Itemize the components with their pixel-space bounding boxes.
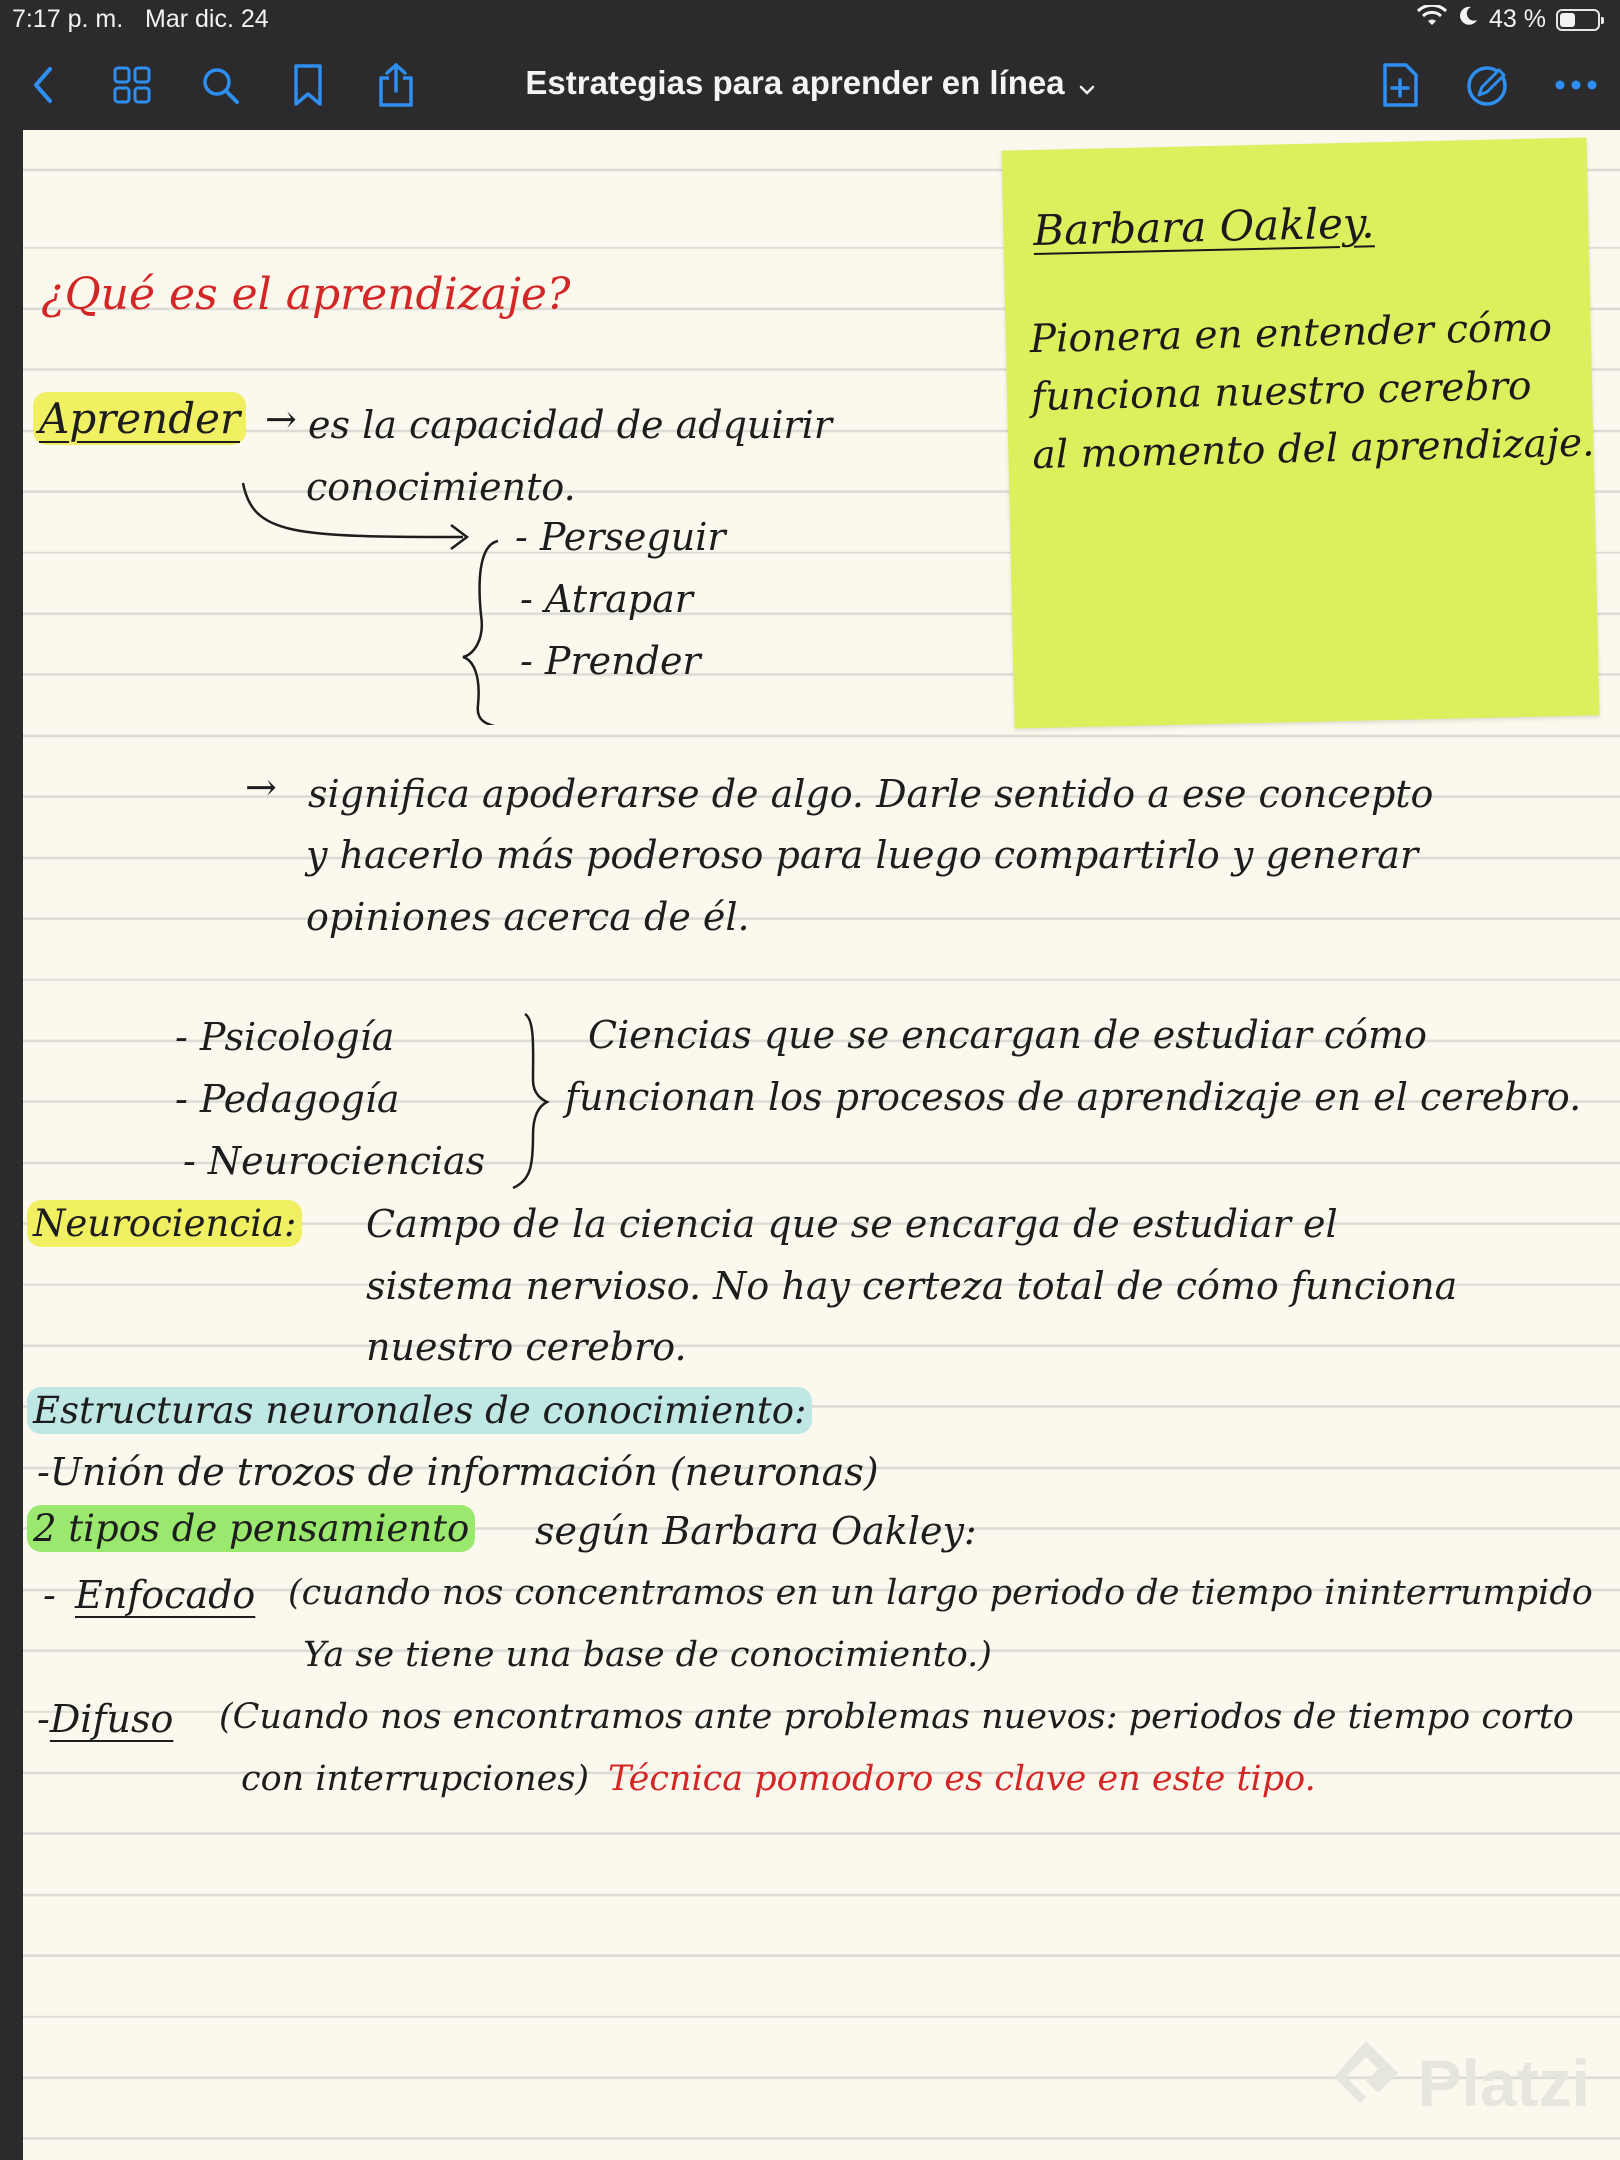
sticky-note[interactable]	[1002, 137, 1600, 728]
difuso-red-note: Técnica pomodoro es clave en este tipo.	[608, 1759, 1316, 1799]
status-time: 7:17 p. m.	[12, 5, 124, 33]
sticky-line-2: funciona nuestro cerebro	[1030, 363, 1533, 421]
more-icon[interactable]	[1551, 60, 1601, 110]
neuro-def-2: sistema nervioso. No hay certeza total de cómo funciona	[366, 1264, 1458, 1308]
pen-icon[interactable]	[1463, 60, 1513, 110]
moon-icon	[1457, 5, 1479, 34]
science-item-3: - Neurociencias	[183, 1139, 486, 1183]
toolbar	[0, 42, 1620, 128]
status-date: Mar dic. 24	[145, 5, 269, 33]
difuso-term: -Difuso	[37, 1697, 174, 1741]
watermark-text: Platzi	[1417, 2045, 1590, 2120]
aprender-term	[33, 394, 246, 443]
difuso-def-1: (Cuando nos encontramos ante problemas nuevos: periodos de tiempo corto	[219, 1697, 1574, 1737]
platzi-watermark	[1326, 2035, 1590, 2130]
branch-item-2: - Atrapar	[520, 577, 693, 621]
sciences-desc-2: funcionan los procesos de aprendizaje en el cerebro.	[565, 1075, 1582, 1119]
note-heading: ¿Qué es el aprendizaje?	[41, 269, 571, 320]
difuso-def-2: con interrupciones)	[241, 1759, 590, 1799]
enfocado-term	[75, 1573, 256, 1617]
chevron-down-icon	[1079, 66, 1095, 104]
neuro-term-text: Neurociencia:	[27, 1200, 302, 1247]
sciences-desc-1: Ciencias que se encargan de estudiar cómo	[588, 1013, 1427, 1057]
science-item-2: - Pedagogía	[175, 1077, 400, 1121]
branch-item-3: - Prender	[520, 639, 701, 683]
wifi-icon	[1417, 5, 1447, 34]
enfocado-term-text: Enfocado	[75, 1573, 256, 1617]
aprender-term-text: Aprender	[33, 392, 246, 445]
sticky-line-3: al momento del aprendizaje.	[1031, 420, 1595, 479]
aprender-def-2: conocimiento.	[306, 465, 576, 509]
enfocado-dash: -	[43, 1573, 56, 1617]
tipos-rest: según Barbara Oakley:	[535, 1509, 977, 1553]
estructuras-term-text: Estructuras neuronales de conocimiento:	[27, 1387, 812, 1434]
branch-item-1: - Perseguir	[515, 515, 726, 559]
enfocado-def-2: Ya se tiene una base de conocimiento.)	[303, 1635, 992, 1675]
sticky-line-1: Pionera en entender cómo	[1029, 305, 1553, 363]
neuro-term	[27, 1202, 302, 1245]
battery-fill	[1560, 13, 1575, 27]
difuso-term-text: Difuso	[49, 1697, 174, 1741]
sticky-title	[1032, 198, 1375, 256]
status-right	[1417, 5, 1600, 34]
document-title-text: Estrategias para aprender en línea	[525, 64, 1065, 101]
enfocado-def-1: (cuando nos concentramos en un largo periodo de tiempo ininterrumpido	[288, 1573, 1593, 1613]
battery-percent: 43 %	[1489, 5, 1546, 33]
science-item-1: - Psicología	[175, 1015, 395, 1059]
significa-line-2: y hacerlo más poderoso para luego compartirlo y generar	[306, 833, 1419, 877]
union-line: -Unión de trozos de información (neuronas)	[37, 1450, 879, 1494]
platzi-logo-icon	[1326, 2035, 1406, 2130]
add-page-icon[interactable]	[1375, 60, 1425, 110]
significa-line-1: significa apoderarse de algo. Darle sentido a ese concepto	[308, 772, 1434, 816]
tipos-term	[27, 1507, 475, 1550]
branch-arrow-icon	[223, 475, 503, 725]
estructuras-term	[27, 1389, 812, 1432]
right-arrow-icon: →	[265, 397, 297, 441]
neuro-def-1: Campo de la ciencia que se encarga de estudiar el	[366, 1202, 1338, 1246]
status-bar	[0, 0, 1620, 42]
sticky-title-text: Barbara Oakley.	[1032, 198, 1375, 256]
neuro-def-3: nuestro cerebro.	[366, 1325, 687, 1369]
battery-icon	[1556, 9, 1600, 31]
note-page[interactable]	[23, 130, 1620, 2160]
significa-line-3: opiniones acerca de él.	[306, 895, 750, 939]
tipos-term-text: 2 tipos de pensamiento	[27, 1505, 475, 1552]
right-brace-icon	[503, 1010, 553, 1190]
aprender-def-1: es la capacidad de adquirir	[308, 403, 833, 447]
right-arrow-icon-2: →	[245, 765, 277, 809]
